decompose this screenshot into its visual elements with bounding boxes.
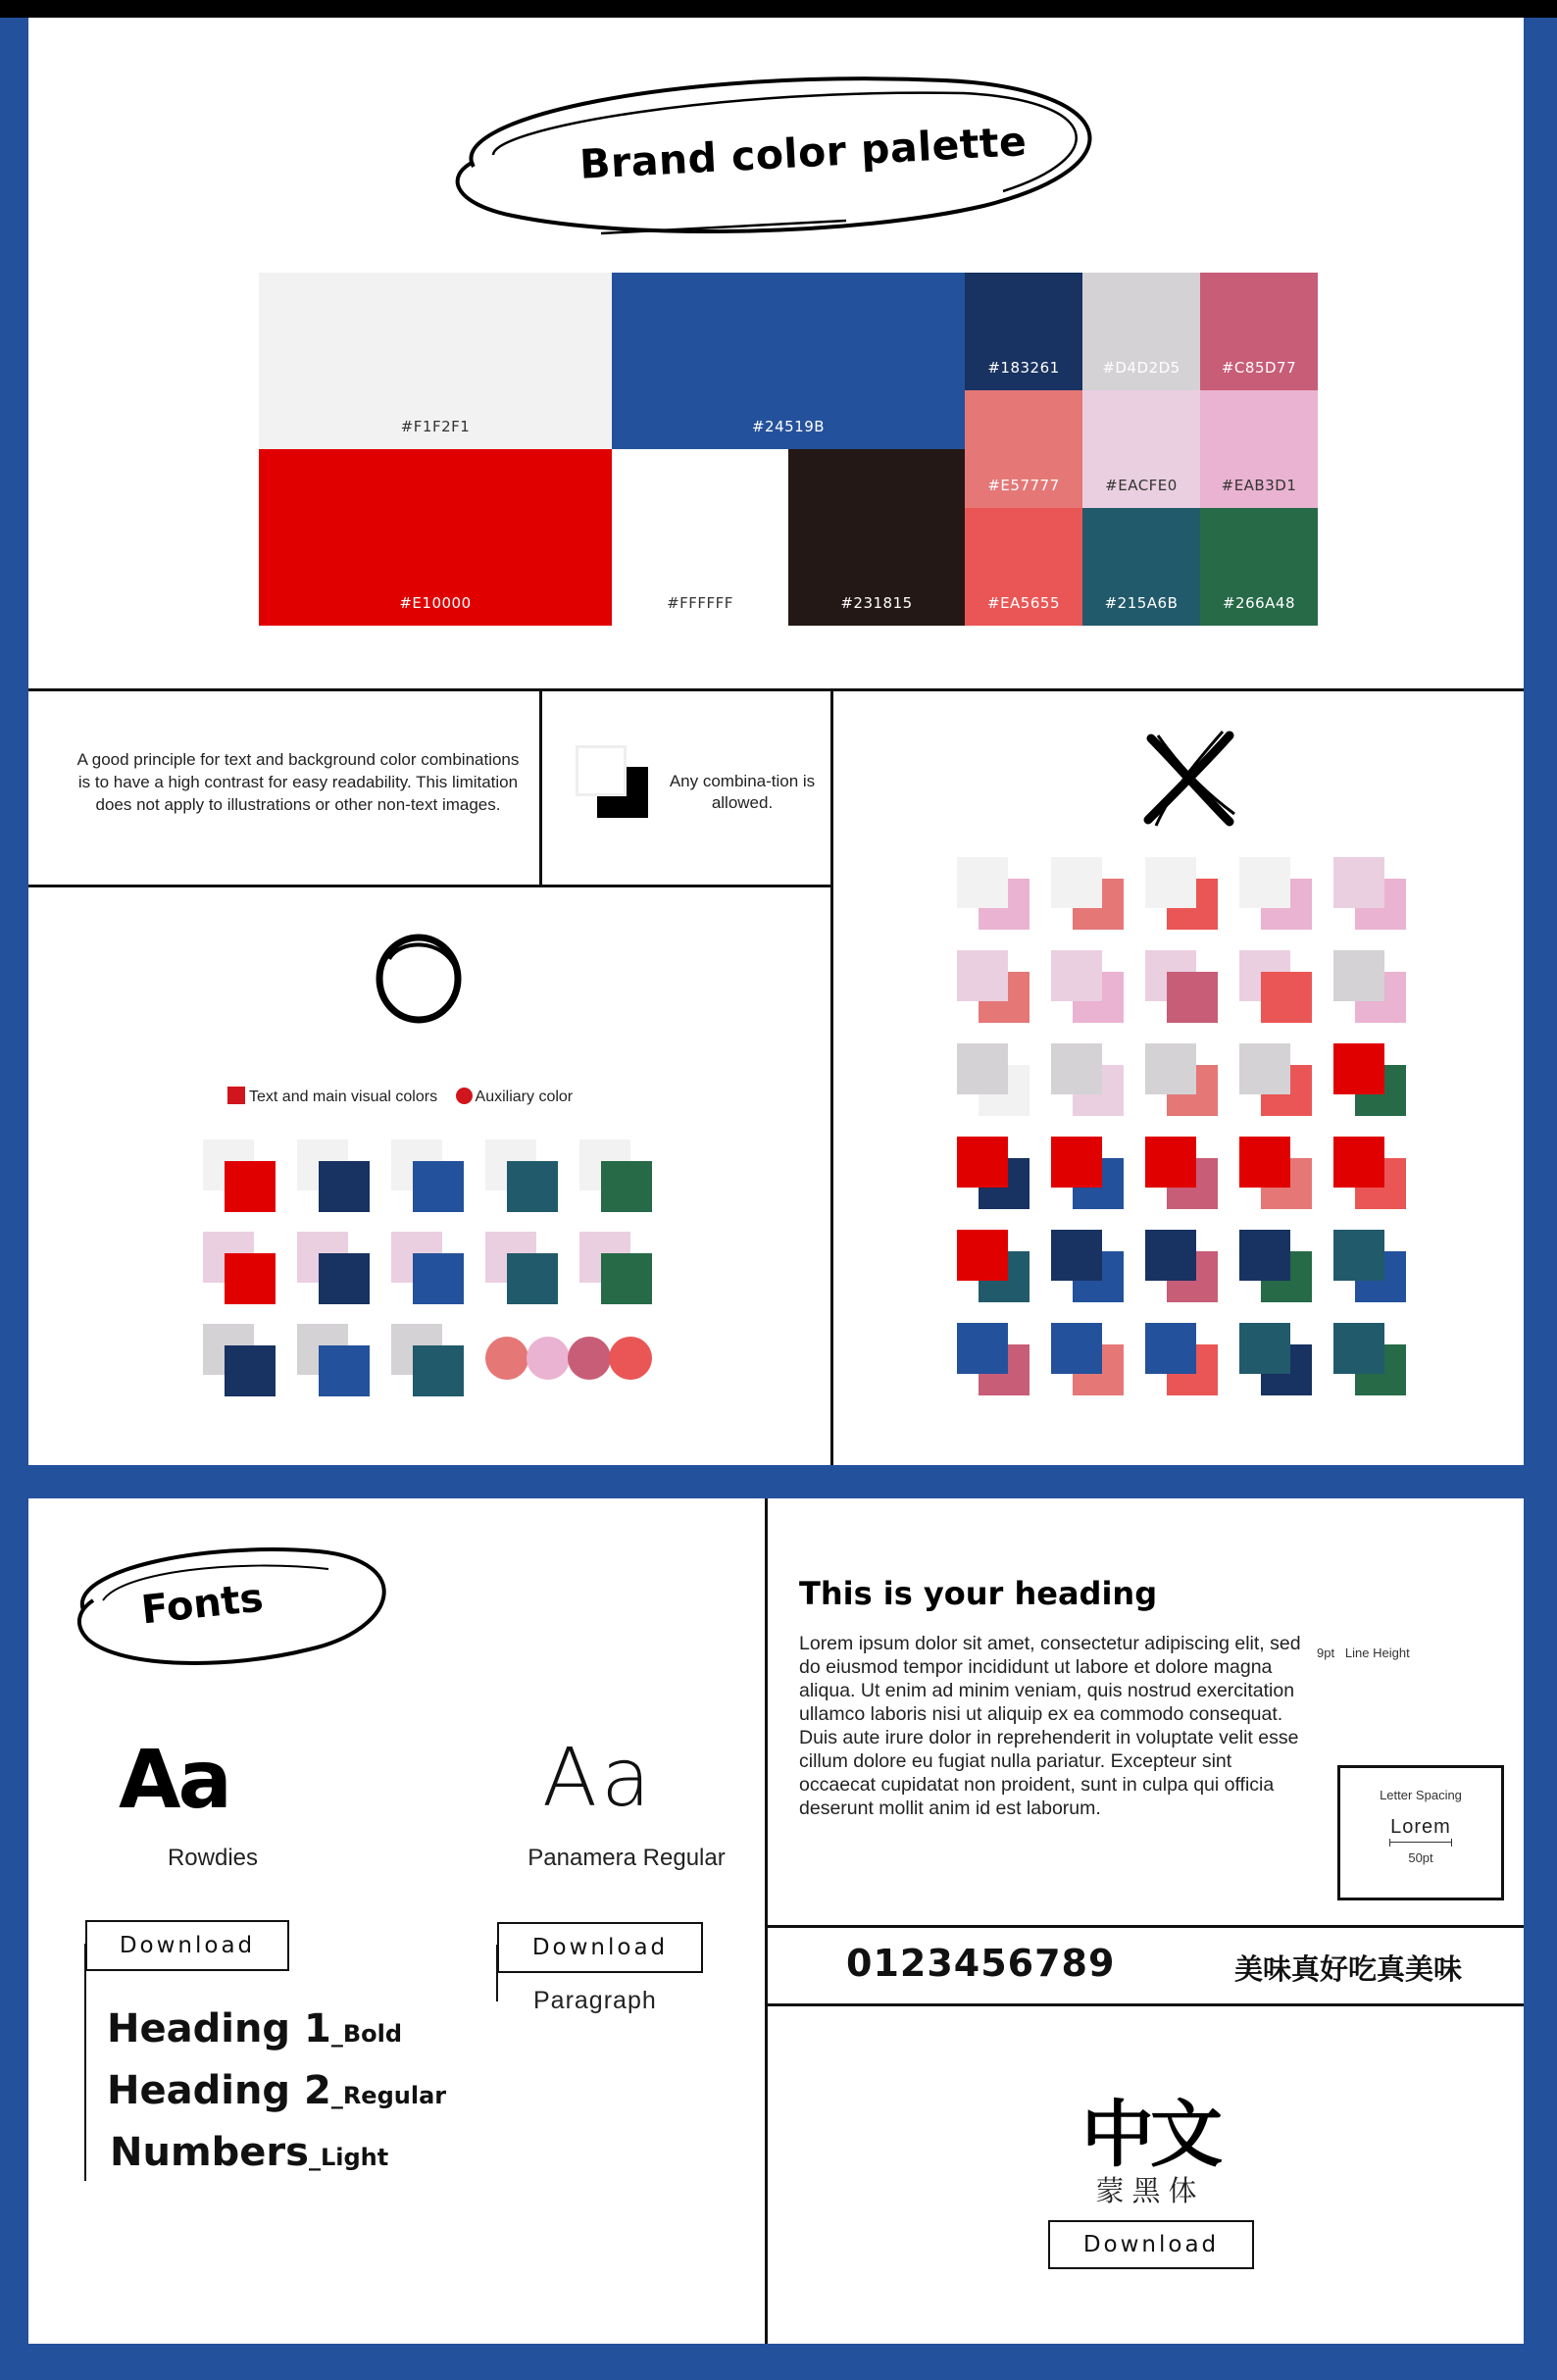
pair-front-square [1239, 1230, 1290, 1281]
divider [28, 885, 832, 887]
pair-back-square [601, 1161, 652, 1212]
download-cjk-font-button[interactable]: Download [1048, 2220, 1254, 2269]
digits-sample: 0123456789 [846, 1942, 1116, 1985]
numbers-label: Numbers [110, 2130, 309, 2175]
color-pair-swatch [957, 1043, 1030, 1116]
font1-name: Rowdies [167, 1845, 259, 1871]
fonts-title: Fonts [138, 1575, 266, 1634]
pair-front-square [1051, 1230, 1102, 1281]
color-pair-swatch [203, 1232, 276, 1304]
spacing-ruler-icon [1389, 1839, 1452, 1847]
line-height-size: 9pt [1317, 1646, 1335, 1660]
palette-title: Brand color palette [578, 118, 1029, 188]
pair-front-square [1051, 857, 1102, 908]
divider [766, 1925, 1524, 1928]
swatch-c85d77 [1200, 273, 1318, 390]
swatch-266a48 [1200, 508, 1318, 626]
panamera-sample-glyphs: Aa [542, 1732, 655, 1825]
heading2-weight: _Regular [330, 2082, 447, 2109]
swatch-label: #E10000 [399, 594, 472, 612]
pair-back-square [413, 1253, 464, 1304]
pair-front-square [957, 1230, 1008, 1281]
divider [766, 2003, 1524, 2006]
pair-front-square [1145, 1323, 1196, 1374]
color-swatch-grid [259, 273, 1318, 626]
color-pair-swatch [1239, 1323, 1312, 1395]
swatch-label: #D4D2D5 [1102, 359, 1180, 377]
pair-front-square [1333, 1043, 1384, 1094]
pair-back-square [225, 1345, 276, 1396]
color-pair-swatch [957, 1230, 1030, 1302]
fonts-panel [28, 1498, 1524, 2344]
color-pair-swatch [1051, 1323, 1124, 1395]
line-height-label: Line Height [1344, 1646, 1410, 1660]
color-pair-swatch [1051, 1230, 1124, 1302]
color-pair-swatch [203, 1324, 276, 1396]
pair-front-square [1239, 1043, 1290, 1094]
swatch-e10000 [259, 449, 612, 626]
color-pair-swatch [1333, 1137, 1406, 1209]
swatch-label: #EA5655 [987, 594, 1060, 612]
pair-front-square [957, 1043, 1008, 1094]
pair-back-square [1261, 972, 1312, 1023]
pair-back-square [507, 1253, 558, 1304]
pair-front-square [1051, 1043, 1102, 1094]
approved-circle-icon [370, 930, 468, 1028]
color-pair-swatch [1145, 950, 1218, 1023]
color-pair-swatch [1145, 1043, 1218, 1116]
swatch-label: #F1F2F1 [400, 418, 471, 435]
legend-aux-label: Auxiliary color [475, 1089, 574, 1105]
pair-front-square [1051, 950, 1102, 1001]
color-pair-swatch [579, 1139, 652, 1212]
color-pair-swatch [1051, 950, 1124, 1023]
color-pair-swatch [1333, 1323, 1406, 1395]
color-pair-swatch [391, 1232, 464, 1304]
download-font1-button[interactable]: Download [85, 1920, 289, 1971]
legend-main-label: Text and main visual colors [249, 1089, 438, 1105]
pair-front-square [1145, 1230, 1196, 1281]
swatch-231815 [788, 449, 965, 626]
color-pair-swatch [485, 1139, 558, 1212]
font2-name: Panamera Regular [527, 1845, 726, 1871]
color-pair-swatch [1333, 1230, 1406, 1302]
letter-spacing-box [1337, 1765, 1504, 1900]
color-pair-swatch [957, 1137, 1030, 1209]
color-pair-swatch [391, 1139, 464, 1212]
palette-title-bubble [434, 59, 1121, 255]
pair-front-square [1145, 1137, 1196, 1188]
pair-back-square [319, 1253, 370, 1304]
color-pair-swatch [957, 1323, 1030, 1395]
swatch-label: #E57777 [987, 477, 1060, 494]
aux-color-dot-icon [456, 1088, 473, 1104]
color-pair-swatch [297, 1324, 370, 1396]
swatch-label: #266A48 [1222, 594, 1296, 612]
numbers-weight: _Light [308, 2144, 389, 2171]
auxiliary-color-circle [568, 1337, 611, 1380]
swatch-24519b [612, 273, 965, 449]
heading1-sample [107, 2006, 402, 2051]
swatch-label: #231815 [840, 594, 913, 612]
heading1-label: Heading 1 [107, 2006, 331, 2051]
pair-front-square [1145, 1043, 1196, 1094]
swatch-e57777 [965, 390, 1082, 508]
color-pair-swatch [579, 1232, 652, 1304]
color-pair-swatch [391, 1324, 464, 1396]
pair-back-square [413, 1345, 464, 1396]
heading2-sample [107, 2068, 446, 2113]
pair-front-square [1333, 950, 1384, 1001]
letter-spacing-label: Letter Spacing [1380, 1788, 1462, 1802]
color-pair-swatch [297, 1232, 370, 1304]
download-font2-button[interactable]: Download [497, 1922, 703, 1973]
auxiliary-color-circle [609, 1337, 652, 1380]
pair-front-square [1239, 1137, 1290, 1188]
color-pair-swatch [1239, 1137, 1312, 1209]
color-pair-swatch [485, 1232, 558, 1304]
swatch-label: #FFFFFF [667, 594, 733, 612]
paragraph-label: Paragraph [533, 1987, 657, 2014]
pair-back-square [225, 1253, 276, 1304]
contrast-principle-text: A good principle for text and background color combinations is to have a high contrast for easy readability. This limitation does not apply to illustrations or other non-text images. [76, 750, 520, 814]
pair-back-square [319, 1161, 370, 1212]
pair-front-square [957, 1323, 1008, 1374]
color-pair-swatch [957, 950, 1030, 1023]
color-pair-swatch [1333, 857, 1406, 930]
color-pair-swatch [297, 1139, 370, 1212]
cjk-font-name: 蒙黑体 [1095, 2176, 1205, 2207]
color-pair-swatch [1051, 1043, 1124, 1116]
color-pair-swatch [203, 1139, 276, 1212]
pair-front-square [957, 950, 1008, 1001]
auxiliary-color-circle [485, 1337, 528, 1380]
swatch-label: #215A6B [1104, 594, 1179, 612]
swatch-label: #EAB3D1 [1221, 477, 1297, 494]
color-pair-swatch [1333, 950, 1406, 1023]
lorem-paragraph: Lorem ipsum dolor sit amet, consectetur adipiscing elit, sed do eiusmod tempor incididunt ut labore et dolore magna aliqua. Ut enim ad minim veniam, quis nostrud exercitation ullamco laboris nisi ut aliquip ex ea commodo consequat. Duis aute irure dolor in reprehenderit in voluptate velit esse cillum dolore eu fugiat nulla pariatur. Excepteur sint occaecat cupidatat non proident, sunt in culpa qui officia deserunt mollit anim id est laborum. [799, 1633, 1301, 1819]
letter-spacing-value: 50pt [1408, 1850, 1433, 1865]
letter-spacing-sample: Lorem [1390, 1816, 1451, 1838]
pair-back-square [1167, 972, 1218, 1023]
swatch-183261 [965, 273, 1082, 390]
heading1-weight: _Bold [330, 2020, 402, 2048]
rowdies-sample-glyphs: Aa [119, 1734, 229, 1827]
combination-example-icon [576, 745, 656, 822]
swatch-ffffff [612, 449, 788, 626]
pair-front-square [1239, 857, 1290, 908]
cjk-sample-text: 美味真好吃真美味 [1234, 1952, 1463, 1986]
auxiliary-color-circle [527, 1337, 570, 1380]
pair-front-square [1051, 1137, 1102, 1188]
pair-front-square [1333, 1137, 1384, 1188]
swatch-d4d2d5 [1082, 273, 1200, 390]
swatch-ea5655 [965, 508, 1082, 626]
color-pair-swatch [1239, 950, 1312, 1023]
pair-back-square [601, 1253, 652, 1304]
divider [28, 688, 1524, 691]
disallowed-x-icon [1136, 724, 1244, 832]
pair-front-square [1333, 857, 1384, 908]
color-pair-swatch [1145, 1323, 1218, 1395]
swatch-label: #183261 [987, 359, 1060, 377]
cjk-big-glyphs: 中文 [1081, 2093, 1219, 2177]
pair-back-square [413, 1161, 464, 1212]
pair-back-square [507, 1161, 558, 1212]
pair-front-square [1333, 1230, 1384, 1281]
color-palette-panel [28, 18, 1524, 1465]
color-pair-swatch [1333, 1043, 1406, 1116]
color-pair-swatch [1051, 1137, 1124, 1209]
sample-heading: This is your heading [799, 1575, 1158, 1612]
swatch-label: #EACFE0 [1105, 477, 1178, 494]
pair-front-square [1145, 857, 1196, 908]
pair-back-square [225, 1161, 276, 1212]
color-pair-swatch [1145, 857, 1218, 930]
divider [830, 688, 833, 1465]
color-pair-swatch [1145, 1230, 1218, 1302]
heading2-label: Heading 2 [107, 2068, 331, 2113]
divider [539, 688, 542, 886]
pair-front-square [957, 1137, 1008, 1188]
pair-front-square [1051, 1323, 1102, 1374]
any-combination-text: Any combina-tion is allowed. [669, 772, 816, 812]
color-pair-swatch [1145, 1137, 1218, 1209]
color-pair-swatch [1239, 1043, 1312, 1116]
swatch-eab3d1 [1200, 390, 1318, 508]
color-pair-swatch [957, 857, 1030, 930]
color-legend [227, 1087, 573, 1106]
numbers-sample [110, 2130, 388, 2175]
swatch-215a6b [1082, 508, 1200, 626]
pair-front-square [1333, 1323, 1384, 1374]
pair-back-square [319, 1345, 370, 1396]
pair-front-square [957, 857, 1008, 908]
main-color-square-icon [227, 1087, 245, 1104]
swatch-f1f2f1 [259, 273, 612, 449]
swatch-label: #24519B [751, 418, 826, 435]
divider [765, 1498, 768, 2344]
color-pair-swatch [1239, 857, 1312, 930]
color-pair-swatch [1239, 1230, 1312, 1302]
divider [84, 1944, 86, 2181]
swatch-eacfe0 [1082, 390, 1200, 508]
line-height-note [1317, 1646, 1410, 1660]
color-pair-swatch [1051, 857, 1124, 930]
top-black-bar [0, 0, 1557, 18]
pair-front-square [1239, 1323, 1290, 1374]
swatch-label: #C85D77 [1221, 359, 1297, 377]
